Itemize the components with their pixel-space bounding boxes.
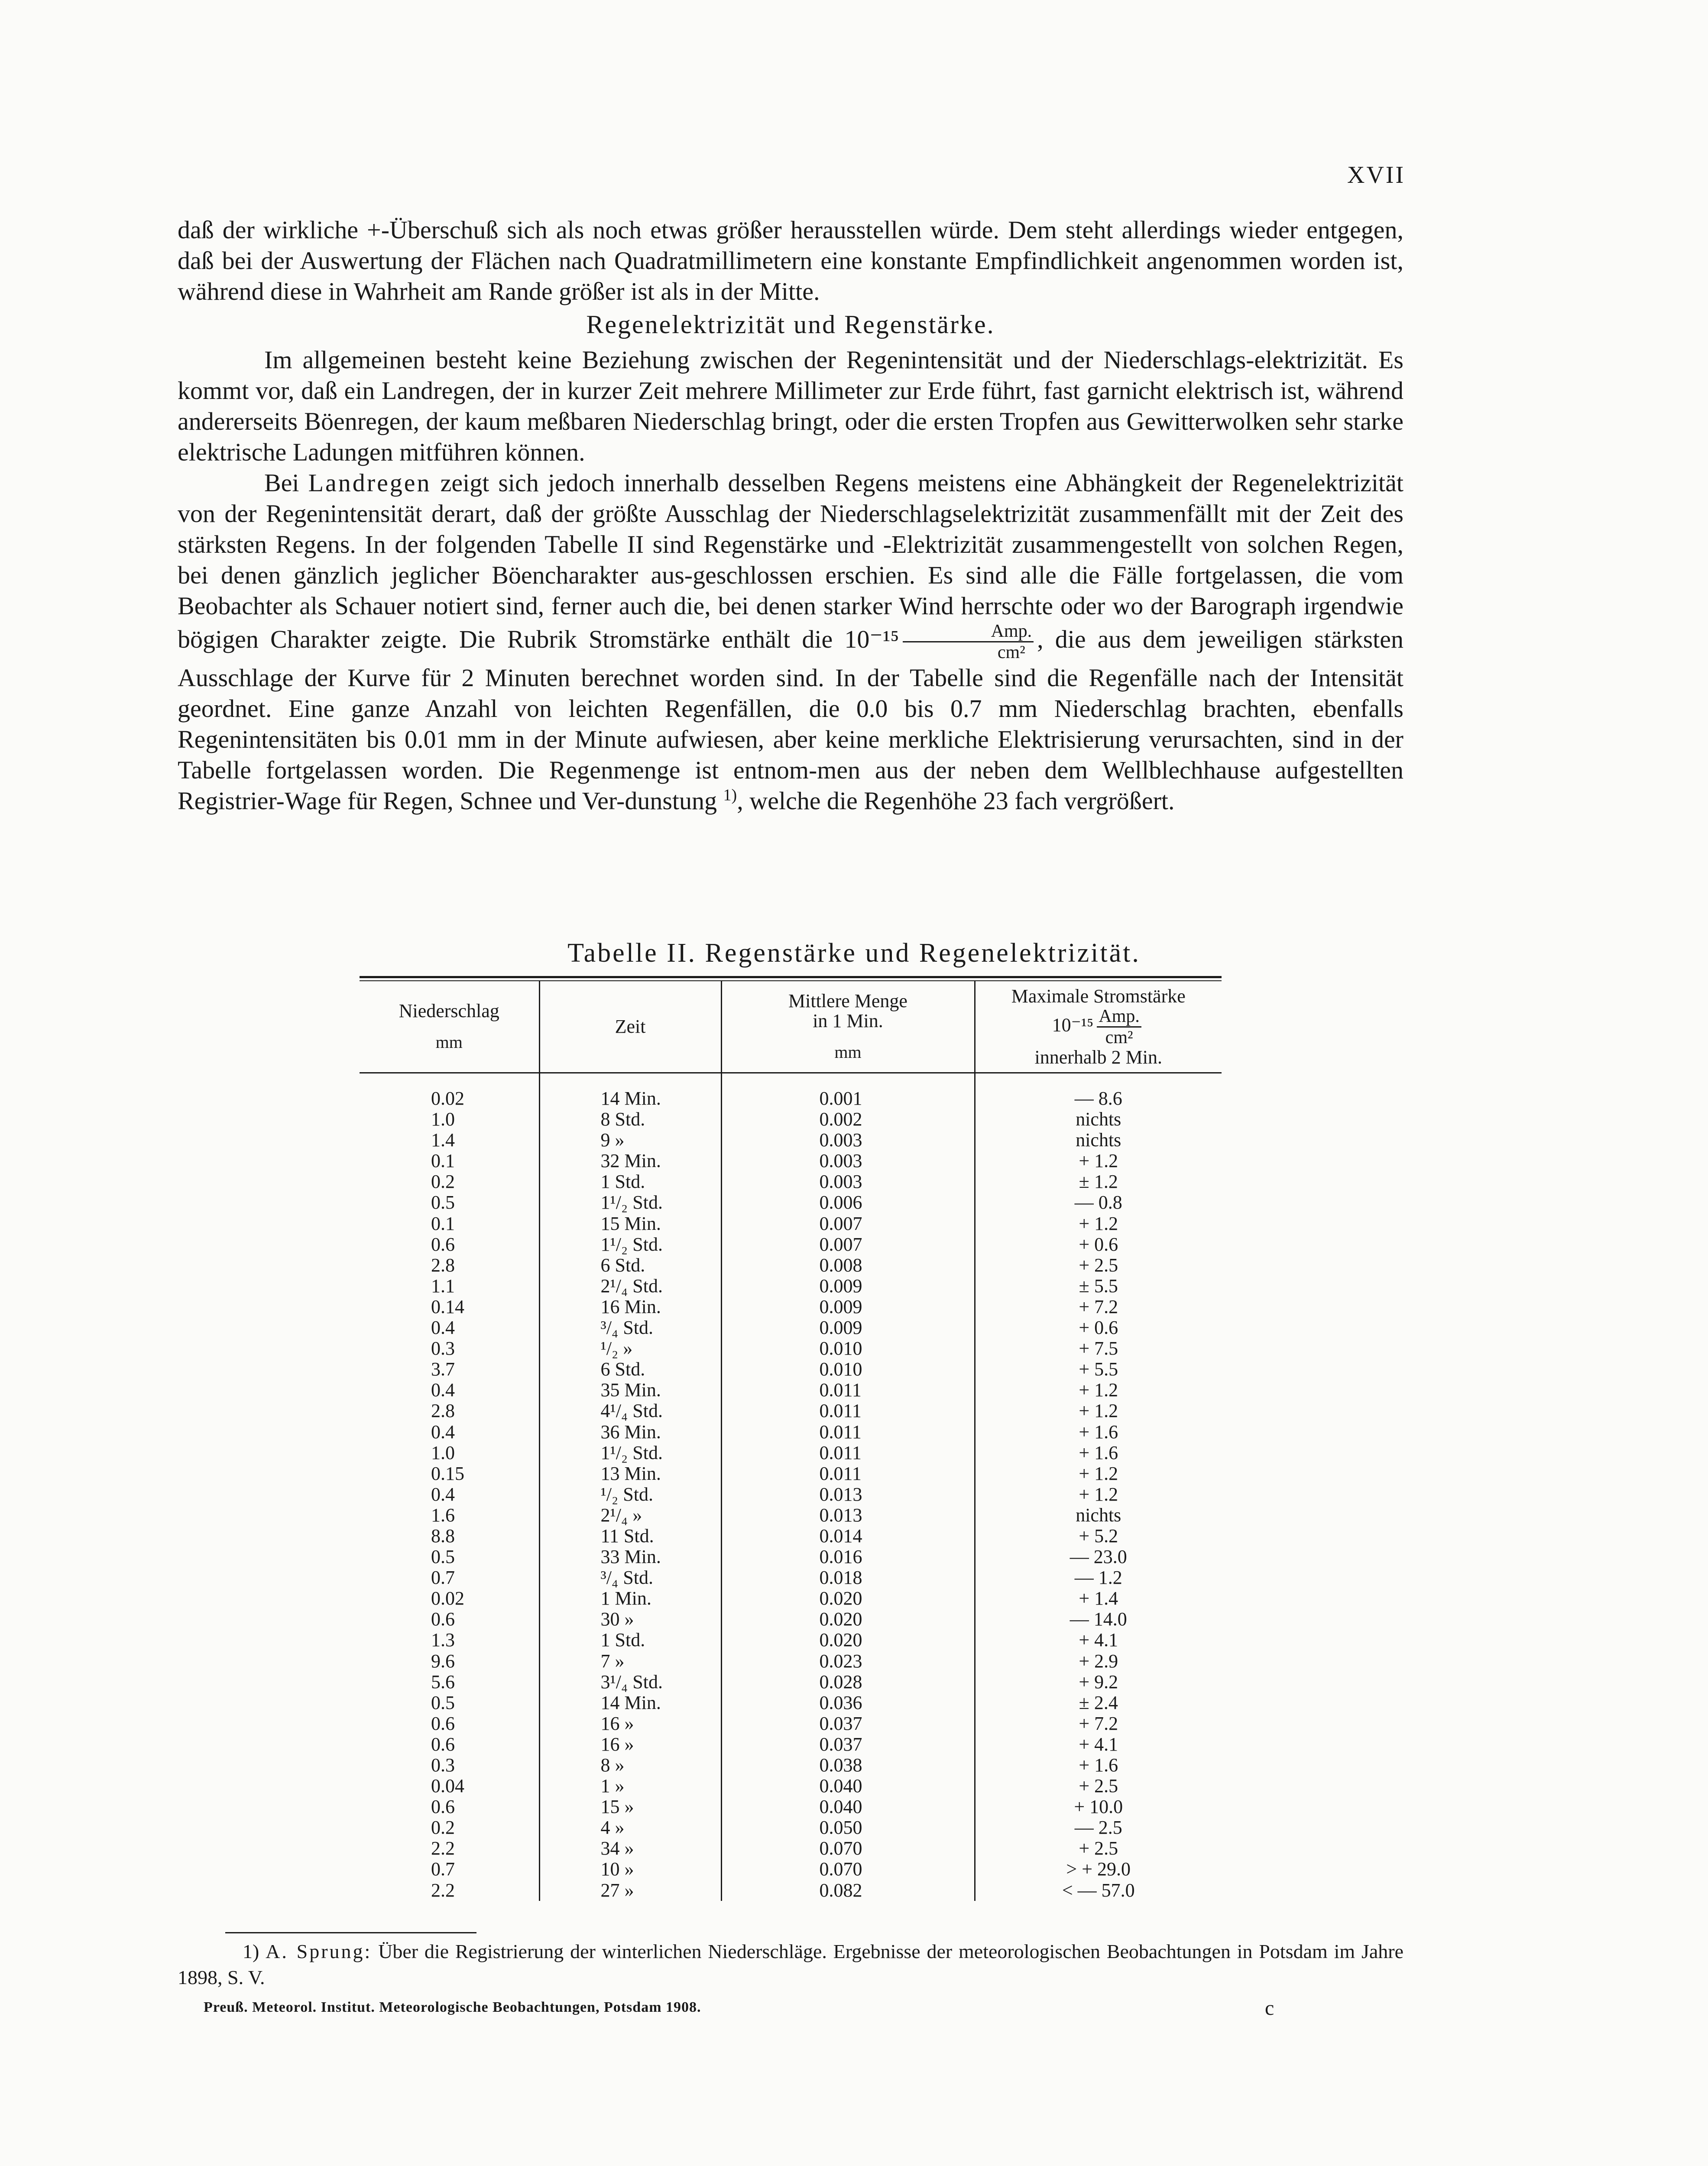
cell-niederschlag: 0.6 (431, 1233, 455, 1255)
cell-zeit: 2¹/₄ » (539, 1505, 721, 1526)
table-row (360, 1880, 1222, 1901)
cell-menge: 0.008 (721, 1255, 975, 1276)
cell-zeit: ¹/₂ Std. (539, 1484, 721, 1505)
paragraph-1: daß der wirkliche +-Überschuß sich als noch etwas größer herausstellen würde. Dem steht allerdings wieder entgegen, daß bei der Auswertung der Flächen nach Quadratmillimetern eine konstante Empfindlichkeit angenommen worden ist, während diese in Wahrheit am Rande größer ist als in der Mitte. (178, 216, 1403, 305)
cell-zeit: ³/₄ Std. (539, 1317, 721, 1338)
cell-stromstaerke: ± 5.5 (975, 1276, 1222, 1297)
cell-stromstaerke: + 2.5 (975, 1776, 1222, 1796)
cell-stromstaerke: < — 57.0 (975, 1880, 1222, 1901)
cell-niederschlag: 0.15 (431, 1462, 464, 1484)
table-row (360, 1401, 1222, 1421)
cell-menge: 0.009 (721, 1276, 975, 1297)
cell-stromstaerke: + 7.2 (975, 1297, 1222, 1317)
p3-frac-num: Amp. (903, 621, 1034, 642)
cell-zeit: 1¹/₂ Std. (539, 1443, 721, 1463)
table-row (360, 1693, 1222, 1713)
cell-niederschlag: 9.6 (431, 1650, 455, 1672)
cell-stromstaerke: ± 1.2 (975, 1171, 1222, 1192)
cell-stromstaerke: + 0.6 (975, 1234, 1222, 1255)
cell-niederschlag: 2.8 (431, 1254, 455, 1276)
cell-niederschlag: 2.2 (431, 1838, 455, 1859)
cell-niederschlag: 1.1 (431, 1275, 455, 1297)
header-strom-power: 10⁻¹⁵ (1052, 1014, 1094, 1036)
header-strom-unit (980, 1006, 1218, 1047)
cell-menge: 0.011 (721, 1443, 975, 1463)
cell-stromstaerke: + 2.5 (975, 1838, 1222, 1859)
cell-zeit: 7 » (539, 1651, 721, 1672)
p3-text-b: , die aus dem jeweiligen stärksten Ausschlage der Kurve für 2 Minuten berechnet worden sind. In der Tabelle sind die Regenfälle nach der Intensität geordnet. Eine ganze Anzahl von leichten Regenfällen, die 0.0 bis 0.7 mm Niederschlag brachten, ebenfalls Regenintensitäten bis 0.01 mm in der Minute aufwiesen, aber keine merkliche Elektrisierung verursachten, sind in der Tabelle fortgelassen worden. Die Regenmenge ist entnom-men aus der neben dem Wellblechhause aufgestellten Registrier-Wage für Regen, Schnee und Ver-dunstung (178, 625, 1404, 815)
header-zeit-label: Zeit (615, 1016, 646, 1037)
table-header-row (360, 981, 1222, 1073)
cell-menge: 0.040 (721, 1776, 975, 1796)
cell-zeit: 30 » (539, 1609, 721, 1630)
cell-zeit: 36 Min. (539, 1422, 721, 1443)
table-row (360, 1859, 1222, 1880)
cell-stromstaerke: + 1.6 (975, 1755, 1222, 1776)
table-row (360, 1672, 1222, 1693)
cell-stromstaerke: + 1.6 (975, 1443, 1222, 1463)
footnote-mark: 1) (243, 1940, 259, 1962)
cell-zeit: 34 » (539, 1838, 721, 1859)
cell-stromstaerke: + 1.2 (975, 1484, 1222, 1505)
cell-niederschlag: 0.6 (431, 1712, 455, 1734)
cell-zeit: 14 Min. (539, 1088, 721, 1109)
cell-zeit: 32 Min. (539, 1151, 721, 1171)
cell-niederschlag: 1.3 (431, 1629, 455, 1651)
cell-menge: 0.037 (721, 1734, 975, 1755)
cell-niederschlag: 0.6 (431, 1796, 455, 1818)
cell-niederschlag: 2.2 (431, 1879, 455, 1901)
cell-niederschlag: 1.0 (431, 1442, 455, 1463)
cell-stromstaerke: + 1.2 (975, 1151, 1222, 1171)
cell-zeit: 8 Std. (539, 1109, 721, 1130)
cell-stromstaerke: — 1.2 (975, 1567, 1222, 1588)
cell-zeit: 9 » (539, 1130, 721, 1151)
data-table (360, 981, 1222, 1901)
cell-zeit: 16 » (539, 1713, 721, 1734)
table-row (360, 1276, 1222, 1297)
p3-footnote-mark: 1) (723, 786, 737, 804)
table-body (360, 1073, 1222, 1901)
cell-stromstaerke: — 2.5 (975, 1817, 1222, 1838)
table-row (360, 1713, 1222, 1734)
cell-stromstaerke: + 0.6 (975, 1317, 1222, 1338)
cell-stromstaerke: + 7.5 (975, 1338, 1222, 1359)
cell-menge: 0.023 (721, 1651, 975, 1672)
cell-menge: 0.011 (721, 1401, 975, 1421)
cell-niederschlag: 0.14 (431, 1296, 464, 1317)
cell-stromstaerke: — 0.8 (975, 1192, 1222, 1213)
cell-zeit: ¹/₂ » (539, 1338, 721, 1359)
table-row (360, 1213, 1222, 1234)
cell-menge: 0.050 (721, 1817, 975, 1838)
cell-stromstaerke: nichts (975, 1505, 1222, 1526)
header-strom-frac-num: Amp. (1097, 1006, 1141, 1028)
cell-menge: 0.011 (721, 1463, 975, 1484)
table-row (360, 1234, 1222, 1255)
cell-niederschlag: 1.6 (431, 1504, 455, 1526)
cell-zeit: 6 Std. (539, 1359, 721, 1380)
cell-niederschlag: 0.6 (431, 1733, 455, 1755)
cell-zeit: 3¹/₄ Std. (539, 1672, 721, 1693)
header-strom-label-a: Maximale Stromstärke (1011, 985, 1186, 1007)
cell-stromstaerke: nichts (975, 1109, 1222, 1130)
cell-niederschlag: 0.02 (431, 1088, 464, 1109)
cell-niederschlag: 0.04 (431, 1775, 464, 1797)
cell-stromstaerke: — 8.6 (975, 1088, 1222, 1109)
cell-menge: 0.020 (721, 1588, 975, 1609)
header-strom-label-b: innerhalb 2 Min. (1034, 1046, 1162, 1068)
cell-niederschlag: 0.1 (431, 1213, 455, 1234)
cell-menge: 0.009 (721, 1317, 975, 1338)
cell-zeit: 8 » (539, 1755, 721, 1776)
cell-stromstaerke: + 2.9 (975, 1651, 1222, 1672)
cell-menge: 0.009 (721, 1297, 975, 1317)
table-row (360, 1359, 1222, 1380)
cell-menge: 0.018 (721, 1567, 975, 1588)
cell-zeit: 15 » (539, 1796, 721, 1817)
cell-niederschlag: 0.4 (431, 1421, 455, 1443)
cell-menge: 0.020 (721, 1630, 975, 1650)
imprint-line: Preuß. Meteorol. Institut. Meteorologische Beobachtungen, Potsdam 1908. (204, 1999, 701, 2015)
cell-menge: 0.010 (721, 1359, 975, 1380)
table-row (360, 1776, 1222, 1796)
cell-niederschlag: 5.6 (431, 1671, 455, 1693)
footnote-text: Über die Registrierung der winterlichen Niederschläge. Ergebnisse der meteorologischen Beobachtungen in Potsdam im Jahre 1898, S. V. (178, 1940, 1403, 1988)
cell-niederschlag: 8.8 (431, 1525, 455, 1547)
table-row (360, 1796, 1222, 1817)
cell-zeit: 13 Min. (539, 1463, 721, 1484)
cell-niederschlag: 0.7 (431, 1858, 455, 1880)
table-row (360, 1734, 1222, 1755)
table-row (360, 1338, 1222, 1359)
cell-niederschlag: 0.5 (431, 1192, 455, 1213)
table-row (360, 1609, 1222, 1630)
cell-menge: 0.037 (721, 1713, 975, 1734)
cell-stromstaerke: + 9.2 (975, 1672, 1222, 1693)
cell-zeit: 1 » (539, 1776, 721, 1796)
table-row (360, 1526, 1222, 1547)
cell-zeit: 11 Std. (539, 1526, 721, 1547)
p3-text-a: zeigt sich jedoch innerhalb desselben Regens meistens eine Abhängkeit der Regenelektrizität von der Regenintensität derart, daß der größte Ausschlag der Niederschlagselektrizität zusammenfällt mit der Zeit des stärksten Regens. In der folgenden Tabelle II sind Regenstärke und -Elektrizität zusammengestellt von solchen Regen, bei denen gänzlich jeglicher Böencharakter aus-geschlossen erschien. Es sind alle die Fälle fortgelassen, die vom Beobachter als Schauer notiert sind, ferner auch die, bei denen starker Wind herrschte oder wo der Barograph irgendwie bögigen Charakter zeigte. Die Rubrik Stromstärke enthält die (178, 469, 1404, 653)
cell-menge: 0.036 (721, 1693, 975, 1713)
table-top-rule (360, 976, 1222, 981)
header-niederschlag (360, 981, 539, 1073)
cell-niederschlag: 0.5 (431, 1692, 455, 1713)
table-row (360, 1380, 1222, 1401)
cell-niederschlag: 3.7 (431, 1359, 455, 1380)
cell-zeit: 33 Min. (539, 1547, 721, 1567)
table-row (360, 1651, 1222, 1672)
cell-niederschlag: 0.4 (431, 1317, 455, 1339)
cell-menge: 0.010 (721, 1338, 975, 1359)
table-title: Tabelle II. Regenstärke und Regenelektrizität. (567, 938, 1141, 968)
cell-zeit: 1¹/₂ Std. (539, 1234, 721, 1255)
table-row (360, 1297, 1222, 1317)
cell-zeit: 6 Std. (539, 1255, 721, 1276)
cell-zeit: 14 Min. (539, 1693, 721, 1713)
header-niederschlag-label: Niederschlag (399, 1000, 499, 1021)
cell-stromstaerke: + 5.5 (975, 1359, 1222, 1380)
cell-menge: 0.006 (721, 1192, 975, 1213)
cell-stromstaerke: + 1.4 (975, 1588, 1222, 1609)
cell-stromstaerke: + 1.2 (975, 1380, 1222, 1401)
body-text (178, 214, 1403, 816)
cell-menge: 0.003 (721, 1171, 975, 1192)
table-row (360, 1755, 1222, 1776)
cell-menge: 0.020 (721, 1609, 975, 1630)
signature-letter: c (1265, 1997, 1274, 2020)
table-row (360, 1547, 1222, 1567)
cell-menge: 0.082 (721, 1880, 975, 1901)
cell-niederschlag: 0.4 (431, 1379, 455, 1401)
cell-menge: 0.016 (721, 1547, 975, 1567)
cell-zeit: 16 » (539, 1734, 721, 1755)
cell-stromstaerke: nichts (975, 1130, 1222, 1151)
p3-lead: Bei (264, 469, 299, 497)
p3-spaced-word: Landregen (308, 469, 431, 497)
cell-niederschlag: 0.6 (431, 1608, 455, 1630)
section-title: Regenelektrizität und Regenstärke. (586, 310, 995, 339)
cell-zeit: 35 Min. (539, 1380, 721, 1401)
cell-zeit: 4¹/₄ Std. (539, 1401, 721, 1421)
cell-menge: 0.001 (721, 1088, 975, 1109)
cell-zeit: 1¹/₂ Std. (539, 1192, 721, 1213)
cell-zeit: 1 Min. (539, 1588, 721, 1609)
cell-zeit: 10 » (539, 1859, 721, 1880)
table-row (360, 1422, 1222, 1443)
cell-zeit: 1 Std. (539, 1630, 721, 1650)
cell-niederschlag: 0.3 (431, 1754, 455, 1776)
cell-stromstaerke: + 1.6 (975, 1422, 1222, 1443)
header-menge-unit: mm (834, 1042, 862, 1062)
cell-niederschlag: 0.2 (431, 1171, 455, 1193)
table-row (360, 1463, 1222, 1484)
cell-zeit: ³/₄ Std. (539, 1567, 721, 1588)
cell-niederschlag: 0.3 (431, 1338, 455, 1359)
header-menge (721, 981, 975, 1073)
page-number: XVII (1347, 162, 1406, 188)
header-niederschlag-unit: mm (435, 1032, 463, 1052)
cell-menge: 0.003 (721, 1151, 975, 1171)
footnote (178, 1939, 1403, 1991)
paragraph-2: Im allgemeinen besteht keine Beziehung zwischen der Regenintensität und der Niederschlags-elektrizität. Es kommt vor, daß ein Landregen, der in kurzer Zeit mehrere Millimeter zur Erde führt, fast garnicht elektrisch ist, während andererseits Böenregen, der kaum meßbaren Niederschlag bringt, oder die ersten Tropfen aus Gewitterwolken sehr starke elektrische Ladungen mitführen können. (178, 346, 1403, 466)
table-row (360, 1192, 1222, 1213)
p3-text-c: , welche die Regenhöhe 23 fach vergrößert. (737, 787, 1175, 815)
table-row (360, 1130, 1222, 1151)
header-strom-fraction (1097, 1006, 1141, 1047)
cell-menge: 0.040 (721, 1796, 975, 1817)
cell-stromstaerke: + 1.2 (975, 1213, 1222, 1234)
table-spacer-row (360, 1073, 1222, 1089)
header-menge-label-b: in 1 Min. (813, 1010, 883, 1031)
cell-menge: 0.011 (721, 1422, 975, 1443)
cell-menge: 0.014 (721, 1526, 975, 1547)
table-row (360, 1109, 1222, 1130)
header-strom-frac-den: cm² (1105, 1027, 1133, 1047)
cell-menge: 0.003 (721, 1130, 975, 1151)
cell-niederschlag: 0.5 (431, 1546, 455, 1568)
cell-stromstaerke: + 4.1 (975, 1734, 1222, 1755)
table-row (360, 1317, 1222, 1338)
cell-menge: 0.070 (721, 1859, 975, 1880)
cell-menge: 0.007 (721, 1213, 975, 1234)
cell-niederschlag: 0.02 (431, 1588, 464, 1609)
cell-stromstaerke: ± 2.4 (975, 1693, 1222, 1713)
table-row (360, 1817, 1222, 1838)
table-row (360, 1171, 1222, 1192)
cell-menge: 0.013 (721, 1484, 975, 1505)
p3-frac-den: cm² (997, 642, 1025, 662)
cell-menge: 0.070 (721, 1838, 975, 1859)
cell-menge: 0.011 (721, 1380, 975, 1401)
cell-niederschlag: 1.0 (431, 1109, 455, 1130)
cell-menge: 0.013 (721, 1505, 975, 1526)
cell-stromstaerke: + 10.0 (975, 1796, 1222, 1817)
cell-stromstaerke: — 23.0 (975, 1547, 1222, 1567)
footnote-author: A. Sprung: (266, 1940, 372, 1962)
cell-niederschlag: 0.2 (431, 1817, 455, 1839)
cell-menge: 0.028 (721, 1672, 975, 1693)
cell-stromstaerke: — 14.0 (975, 1609, 1222, 1630)
table-row (360, 1588, 1222, 1609)
cell-niederschlag: 0.7 (431, 1567, 455, 1589)
cell-niederschlag: 0.1 (431, 1150, 455, 1172)
cell-zeit: 16 Min. (539, 1297, 721, 1317)
cell-stromstaerke: + 4.1 (975, 1630, 1222, 1650)
cell-zeit: 1 Std. (539, 1171, 721, 1192)
table-row (360, 1505, 1222, 1526)
cell-stromstaerke: + 7.2 (975, 1713, 1222, 1734)
table-row (360, 1630, 1222, 1650)
header-menge-label-a: Mittlere Menge (788, 990, 907, 1012)
cell-niederschlag: 2.8 (431, 1400, 455, 1422)
cell-stromstaerke: + 2.5 (975, 1255, 1222, 1276)
p3-power: 10⁻¹⁵ (844, 625, 899, 653)
table-row (360, 1443, 1222, 1463)
header-zeit (539, 981, 721, 1073)
paragraph-3 (178, 467, 1403, 816)
table-row (360, 1567, 1222, 1588)
cell-stromstaerke: + 5.2 (975, 1526, 1222, 1547)
cell-menge: 0.038 (721, 1755, 975, 1776)
table-row (360, 1255, 1222, 1276)
table-row (360, 1838, 1222, 1859)
cell-niederschlag: 1.4 (431, 1129, 455, 1151)
cell-zeit: 27 » (539, 1880, 721, 1901)
table-row (360, 1088, 1222, 1109)
cell-menge: 0.002 (721, 1109, 975, 1130)
table-row (360, 1484, 1222, 1505)
cell-zeit: 2¹/₄ Std. (539, 1276, 721, 1297)
cell-stromstaerke: + 1.2 (975, 1401, 1222, 1421)
cell-niederschlag: 0.4 (431, 1483, 455, 1505)
table-row (360, 1151, 1222, 1171)
p3-fraction (903, 621, 1034, 662)
cell-zeit: 15 Min. (539, 1213, 721, 1234)
header-stromstaerke (975, 981, 1222, 1073)
cell-stromstaerke: + 1.2 (975, 1463, 1222, 1484)
cell-stromstaerke: > + 29.0 (975, 1859, 1222, 1880)
rain-table (360, 976, 1222, 1901)
cell-zeit: 4 » (539, 1817, 721, 1838)
cell-menge: 0.007 (721, 1234, 975, 1255)
footnote-rule (225, 1932, 476, 1933)
